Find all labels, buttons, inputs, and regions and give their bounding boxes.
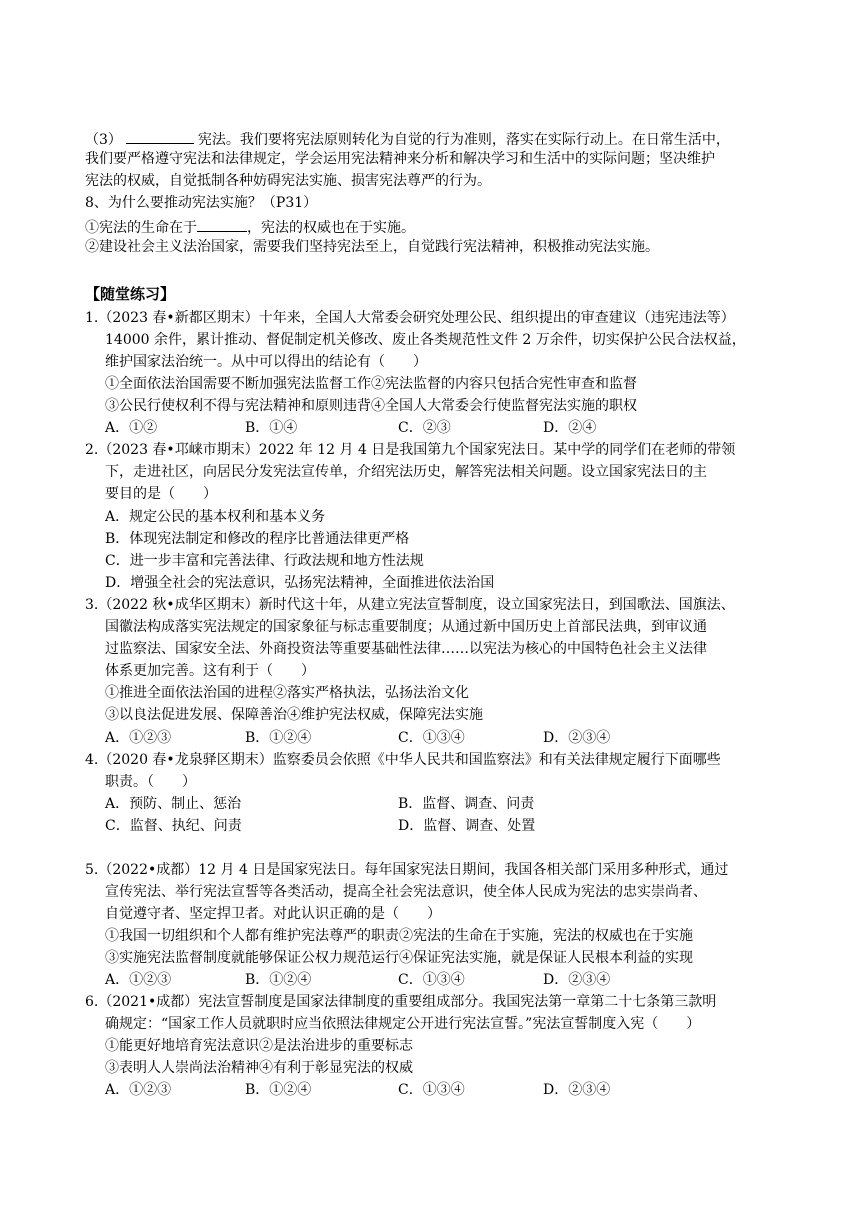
question-6-option-c[interactable]: C．①③④ [398,1082,465,1098]
question-3-option-b[interactable]: B．①②④ [245,730,312,746]
question-5-line-2: 宣传宪法、举行宪法宣誓等各类活动，提高全社会宪法意识，使全体人民成为宪法的忠实崇尚者、 [105,884,707,900]
question-5-item-line-1: ①我国一切组织和个人都有维护宪法尊严的职责②宪法的生命在于实施，宪法的权威也在于实施 [105,928,693,944]
paragraph-3-line-2: 我们要严格遵守宪法和法律规定，学会运用宪法精神来分析和解决学习和生活中的实际问题；坚决维护 [85,151,715,167]
question-6-option-b[interactable]: B．①②④ [245,1082,312,1098]
paragraph-3-line-3: 宪法的权威，自觉抵制各种妨碍宪法实施、损害宪法尊严的行为。 [85,173,491,189]
paragraph-number: （3） [85,132,122,148]
question-4-option-d[interactable]: D．监督、调查、处置 [398,818,536,834]
question-3-item-line-1: ①推进全面依法治国的进程②落实严格执法，弘扬法治文化 [105,685,469,701]
question-2-line-2: 下，走进社区，向居民分发宪法宣传单，介绍宪法历史，解答宪法相关问题。设立国家宪法日的主 [105,464,707,480]
question-3-item-line-2: ③以良法促进发展、保障善治④维护宪法权威，保障宪法实施 [105,707,483,723]
question-2-option-a[interactable]: A．规定公民的基本权利和基本义务 [105,509,326,525]
question-4-line-1: 4.（2020 春•龙泉驿区期末）监察委员会依照《中华人民共和国监察法》和有关法律规定履行下面哪些 [85,752,721,768]
paragraph-3-line-1: （3） 宪法。我们要将宪法原则转化为自觉的行为准则，落实在实际行动上。在日常生活中， [85,128,730,149]
question-5-item-line-2: ③实施宪法监督制度就能够保证公权力规范运行④保证宪法实施，就是保证人民根本利益的实现 [105,950,693,966]
question-1-item-line-2: ③公民行使权利不得与宪法精神和原则违背④全国人大常委会行使监督宪法实施的职权 [105,398,637,414]
question-4-line-2: 职责。（ ） [105,774,196,790]
question-2-line-1: 2.（2023 春•邛崃市期末）2022 年 12 月 4 日是我国第九个国家宪法日。某中学的同学们在老师的带领 [85,442,736,458]
question-3-line-3: 过监察法、国家安全法、外商投资法等重要基础性法律……以宪法为核心的中国特色社会主义法律 [105,641,707,657]
question-6-line-2: 确规定：“国家工作人员就职时应当依照法律规定公开进行宪法宣誓。”宪法宣誓制度入宪（ ） [105,1016,701,1032]
question-8-answer-2: ②建设社会主义法治国家，需要我们坚持宪法至上，自觉践行宪法精神，积极推动宪法实施。 [85,239,659,255]
question-6-option-d[interactable]: D．②③④ [543,1082,611,1098]
question-3-option-d[interactable]: D．②③④ [543,730,611,746]
question-2-option-d[interactable]: D．增强全社会的宪法意识，弘扬宪法精神，全面推进依法治国 [105,575,495,591]
question-4-option-b[interactable]: B．监督、调查、问责 [398,796,535,812]
question-2-option-c[interactable]: C．进一步丰富和完善法律、行政法规和地方性法规 [105,553,424,569]
question-4-option-a[interactable]: A．预防、制止、惩治 [105,796,242,812]
question-2-line-3: 要目的是（ ） [105,486,217,502]
question-6-item-line-1: ①能更好地培育宪法意识②是法治进步的重要标志 [105,1038,413,1054]
question-3-line-1: 3.（2022 秋•成华区期末）新时代这十年，从建立宪法宣誓制度，设立国家宪法日，到国歌法、国旗法、 [85,597,735,613]
question-5-line-1: 5.（2022•成都）12 月 4 日是国家宪法日。每年国家宪法日期间，我国各相关部门采用多种形式，通过 [85,862,729,878]
question-3-option-c[interactable]: C．①③④ [398,730,465,746]
question-3-line-2: 国徽法构成落实宪法规定的国家象征与标志重要制度；从通过新中国历史上首部民法典，到审议通 [105,619,707,635]
question-8-answer-1: ①宪法的生命在于 ，宪法的权威也在于实施。 [85,216,415,237]
question-1-line-2: 14000 余件，累计推动、督促制定机关修改、废止各类规范性文件 2 万余件，切实保护公民合法权益， [105,332,746,348]
question-1-line-1: 1.（2023 春•新都区期末）十年来，全国人大常委会研究处理公民、组织提出的审查建议（违宪违法等） [85,310,735,326]
question-6-option-a[interactable]: A．①②③ [105,1082,172,1098]
question-3-line-4: 体系更加完善。这有利于（ ） [105,663,315,679]
section-title: 【随堂练习】 [85,285,176,303]
fill-blank [197,216,247,232]
question-5-option-d[interactable]: D．②③④ [543,972,611,988]
question-1-option-c[interactable]: C．②③ [398,420,451,436]
question-8-title: 8、为什么要推动宪法实施？（P31） [85,195,318,211]
question-6-item-line-2: ③表明人人崇尚法治精神④有利于彰显宪法的权威 [105,1060,413,1076]
question-1-option-a[interactable]: A．①② [105,420,158,436]
question-6-line-1: 6.（2021•成都）宪法宣誓制度是国家法律制度的重要组成部分。我国宪法第一章第二十七条第三款明 [85,994,717,1010]
question-2-option-b[interactable]: B．体现宪法制定和修改的程序比普通法律更严格 [105,531,410,547]
question-1-option-d[interactable]: D．②④ [543,420,597,436]
question-5-option-a[interactable]: A．①②③ [105,972,172,988]
fill-blank [126,128,194,144]
question-5-line-3: 自觉遵守者、坚定捍卫者。对此认识正确的是（ ） [105,906,441,922]
question-4-option-c[interactable]: C．监督、执纪、问责 [105,818,242,834]
question-1-item-line-1: ①全面依法治国需要不断加强宪法监督工作②宪法监督的内容只包括合宪性审查和监督 [105,376,637,392]
question-5-option-b[interactable]: B．①②④ [245,972,312,988]
question-1-option-b[interactable]: B．①④ [245,420,298,436]
question-1-line-3: 维护国家法治统一。从中可以得出的结论有（ ） [105,354,427,370]
question-5-option-c[interactable]: C．①③④ [398,972,465,988]
question-3-option-a[interactable]: A．①②③ [105,730,172,746]
